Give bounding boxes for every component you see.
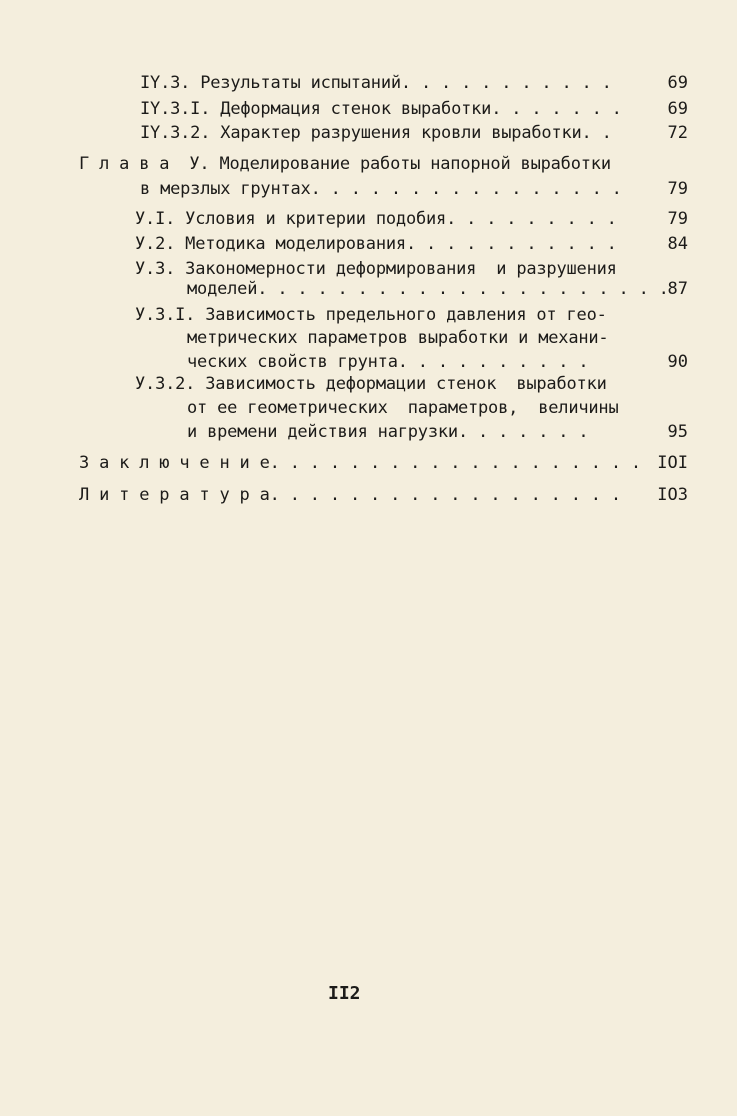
toc-page-number: 87 [667, 279, 688, 299]
toc-chapter-heading: Г л а в а У. Моделирование работы напорной выработки [79, 154, 611, 174]
toc-page-number: 79 [667, 179, 688, 199]
toc-line: и времени действия нагрузки. . . . . . . [187, 422, 589, 442]
toc-page-number: IO3 [657, 485, 688, 505]
toc-line: У.3. Закономерности деформирования и разрушения [135, 259, 617, 279]
toc-page-number: 72 [667, 123, 688, 143]
toc-line: от ее геометрических параметров, величины [187, 398, 619, 418]
toc-line: У.I. Условия и критерии подобия. . . . . . . . . [135, 209, 617, 229]
toc-line: моделей. . . . . . . . . . . . . . . . . . . . . [187, 279, 669, 299]
toc-section-conclusion: З а к л ю ч е н и е. . . . . . . . . . . . . . . . . . . [79, 453, 641, 473]
page-number: II2 [328, 983, 361, 1004]
toc-page-number: 95 [667, 422, 688, 442]
toc-page-number: IOI [657, 453, 688, 473]
toc-page-number: 69 [667, 73, 688, 93]
toc-page-number: 90 [667, 352, 688, 372]
toc-line: в мерзлых грунтах. . . . . . . . . . . . . . . . [140, 179, 622, 199]
toc-line: У.3.I. Зависимость предельного давления от гео- [135, 305, 607, 325]
toc-page-number: 69 [667, 99, 688, 119]
toc-page-number: 84 [667, 234, 688, 254]
toc-line: IY.3.I. Деформация стенок выработки. . . . . . . [140, 99, 622, 119]
toc-line: ческих свойств грунта. . . . . . . . . . [187, 352, 589, 372]
toc-section-literature: Л и т е р а т у р а. . . . . . . . . . . . . . . . . . [79, 485, 621, 505]
toc-line: У.2. Методика моделирования. . . . . . . . . . . [135, 234, 617, 254]
toc-line: IY.3.2. Характер разрушения кровли выработки. . [140, 123, 612, 143]
toc-line: метрических параметров выработки и механи- [187, 328, 609, 348]
toc-line: IY.3. Результаты испытаний. . . . . . . . . . . [140, 73, 612, 93]
toc-page-number: 79 [667, 209, 688, 229]
toc-line: У.3.2. Зависимость деформации стенок выработки [135, 374, 607, 394]
